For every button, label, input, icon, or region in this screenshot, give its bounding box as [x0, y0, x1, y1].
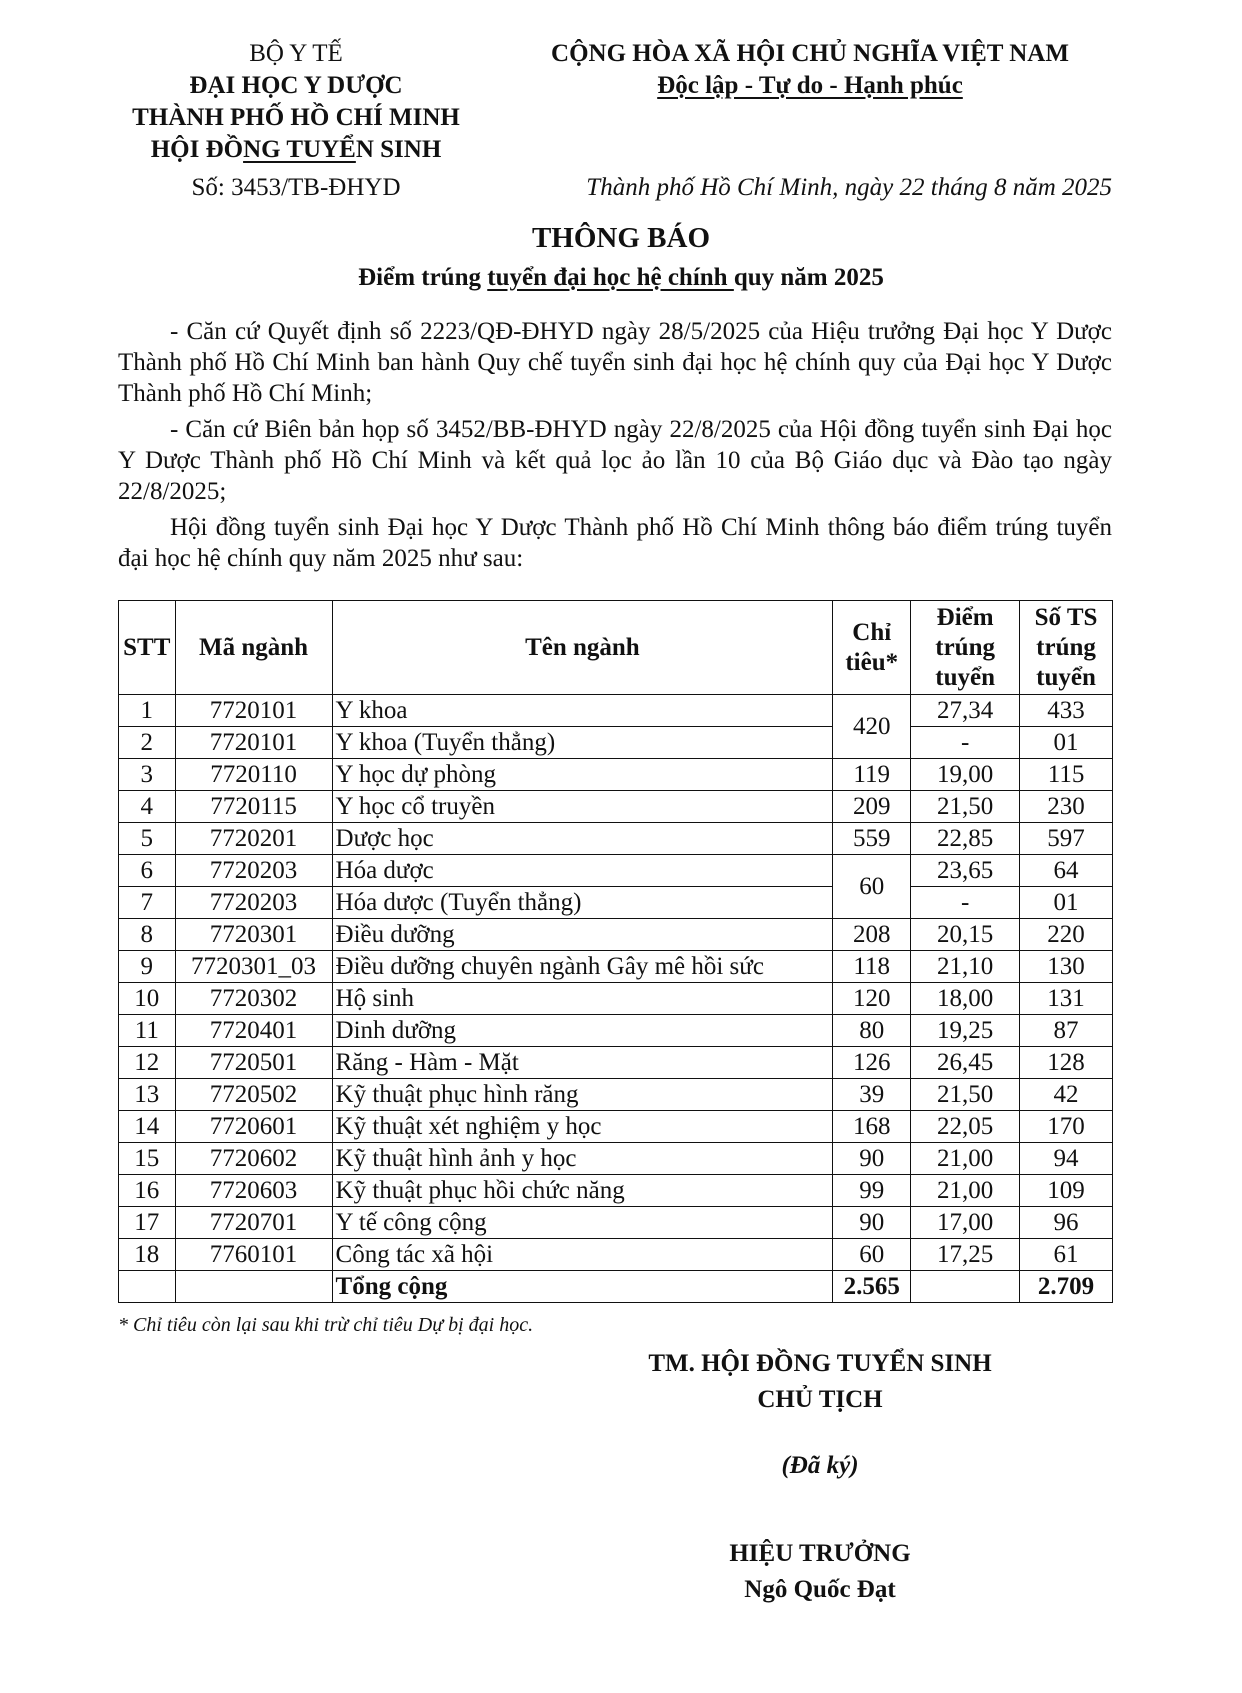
- ministry-name: BỘ Y TẾ: [249, 40, 343, 67]
- cell-admitted-count: 01: [1020, 887, 1113, 919]
- table-row: [119, 823, 1113, 855]
- cell-admitted-count: 61: [1020, 1239, 1113, 1271]
- header-admission-score: [911, 601, 1020, 695]
- cell-quota: 90: [833, 1207, 911, 1239]
- cell-admitted-count: 131: [1020, 983, 1113, 1015]
- cell-admission-score: 23,65: [911, 855, 1020, 887]
- council-name-part1: HỘI ĐỒ: [150, 136, 244, 163]
- paragraph-legal-basis-1: - Căn cứ Quyết định số 2223/QĐ-ĐHYD ngày 28/5/2025 của Hiệu trưởng Đại học Y Dược Thành phố Hồ Chí Minh ban hành Quy chế tuyển sinh đại học hệ chính quy của Đại học Y Dược Thành phố Hồ Chí Minh;: [118, 318, 1112, 407]
- cell-major-name: Dược học: [332, 823, 833, 855]
- cell-admission-score: 21,00: [911, 1175, 1020, 1207]
- cell-admission-score: 22,05: [911, 1111, 1020, 1143]
- subtitle-part3: quy năm 2025: [733, 264, 884, 291]
- header-quota-line1: Chỉ: [852, 618, 892, 646]
- paragraph-announcement: Hội đồng tuyển sinh Đại học Y Dược Thành phố Hồ Chí Minh thông báo điểm trúng tuyển đại học hệ chính quy năm 2025 như sau:: [118, 514, 1112, 572]
- cell-admitted-count: 94: [1020, 1143, 1113, 1175]
- table-row: [119, 983, 1113, 1015]
- cell-major-name: Răng - Hàm - Mặt: [332, 1047, 833, 1079]
- cell-major-name: Kỹ thuật phục hình răng: [332, 1079, 833, 1111]
- header-major-name: Tên ngành: [332, 601, 833, 695]
- cell-quota: 120: [833, 983, 911, 1015]
- university-name-line2: THÀNH PHỐ HỒ CHÍ MINH: [132, 104, 460, 131]
- cell-stt: 16: [119, 1175, 176, 1207]
- cell-admission-score: 19,00: [911, 759, 1020, 791]
- table-body: [119, 695, 1113, 1303]
- cell-stt: 15: [119, 1143, 176, 1175]
- cell-total-count: 2.709: [1020, 1271, 1113, 1303]
- signer-position: HIỆU TRƯỞNG: [729, 1540, 911, 1567]
- cell-admitted-count: 597: [1020, 823, 1113, 855]
- table-row: [119, 727, 1113, 759]
- table-row: [119, 1207, 1113, 1239]
- table-row: [119, 759, 1113, 791]
- table-row: [119, 919, 1113, 951]
- signature-on-behalf: TM. HỘI ĐỒNG TUYỂN SINH: [648, 1350, 992, 1377]
- cell-admission-score: 20,15: [911, 919, 1020, 951]
- signature-role: CHỦ TỊCH: [757, 1386, 883, 1413]
- cell-major-name: Điều dưỡng: [332, 919, 833, 951]
- cell-quota: 39: [833, 1079, 911, 1111]
- table-row: [119, 1239, 1113, 1271]
- cell-total-stt: [119, 1271, 176, 1303]
- cell-total-code: [175, 1271, 332, 1303]
- council-name-part2: NG TUYỂ: [243, 136, 356, 163]
- cell-admitted-count: 170: [1020, 1111, 1113, 1143]
- cell-quota: 208: [833, 919, 911, 951]
- cell-admitted-count: 64: [1020, 855, 1113, 887]
- cell-major-code: 7720110: [175, 759, 332, 791]
- cell-admitted-count: 87: [1020, 1015, 1113, 1047]
- header-score-line3: tuyển: [935, 663, 995, 691]
- cell-admitted-count: 433: [1020, 695, 1113, 727]
- cell-major-code: 7720101: [175, 695, 332, 727]
- cell-admission-score: 21,00: [911, 1143, 1020, 1175]
- cell-major-code: 7720203: [175, 887, 332, 919]
- cell-major-code: 7720203: [175, 855, 332, 887]
- cell-quota: 99: [833, 1175, 911, 1207]
- cell-major-code: 7720601: [175, 1111, 332, 1143]
- table-footnote: * Chỉ tiêu còn lại sau khi trừ chỉ tiêu Dự bị đại học.: [118, 1314, 534, 1336]
- signer-name: Ngô Quốc Đạt: [744, 1576, 896, 1603]
- subtitle-part1: Điểm trúng: [358, 264, 488, 291]
- cell-major-code: 7720101: [175, 727, 332, 759]
- cell-stt: 11: [119, 1015, 176, 1047]
- cell-major-code: 7720201: [175, 823, 332, 855]
- cell-quota: 90: [833, 1143, 911, 1175]
- table-row: [119, 1015, 1113, 1047]
- national-motto: [520, 70, 1100, 102]
- cell-stt: 8: [119, 919, 176, 951]
- cell-admission-score: 22,85: [911, 823, 1020, 855]
- table-header-row: [119, 601, 1113, 695]
- university-name-line1: ĐẠI HỌC Y DƯỢC: [189, 72, 403, 99]
- cell-quota: 126: [833, 1047, 911, 1079]
- cell-admitted-count: 230: [1020, 791, 1113, 823]
- table-row: [119, 1047, 1113, 1079]
- cell-major-name: Hóa dược (Tuyển thẳng): [332, 887, 833, 919]
- national-header: [520, 38, 1100, 102]
- document-date: Thành phố Hồ Chí Minh, ngày 22 tháng 8 năm 2025: [586, 174, 1112, 201]
- document-title: THÔNG BÁO: [531, 222, 711, 254]
- cell-quota: 80: [833, 1015, 911, 1047]
- cell-stt: 3: [119, 759, 176, 791]
- cell-admitted-count: 130: [1020, 951, 1113, 983]
- header-quota: [833, 601, 911, 695]
- header-quota-line2: tiêu*: [845, 648, 899, 676]
- header-stt: STT: [119, 601, 176, 695]
- table-total-row: [119, 1271, 1113, 1303]
- cell-admission-score: 19,25: [911, 1015, 1020, 1047]
- cell-total-quota: 2.565: [833, 1271, 911, 1303]
- cell-admission-score: 21,50: [911, 791, 1020, 823]
- header-admitted-count: [1020, 601, 1113, 695]
- cell-major-code: 7720302: [175, 983, 332, 1015]
- cell-major-name: Y khoa (Tuyển thẳng): [332, 727, 833, 759]
- motto-text: Độc lập - Tự do - Hạnh phúc: [657, 72, 963, 99]
- table-row: [119, 791, 1113, 823]
- table-row: [119, 1111, 1113, 1143]
- header-score-line2: trúng: [935, 633, 995, 661]
- cell-major-name: Hộ sinh: [332, 983, 833, 1015]
- cell-quota: 559: [833, 823, 911, 855]
- subtitle-part2: tuyển đại học hệ chính: [487, 264, 734, 291]
- republic-name: CỘNG HÒA XÃ HỘI CHỦ NGHĨA VIỆT NAM: [551, 40, 1069, 67]
- council-name-part3: N SINH: [355, 136, 442, 163]
- cell-admitted-count: 42: [1020, 1079, 1113, 1111]
- cell-major-code: 7720701: [175, 1207, 332, 1239]
- cell-admitted-count: 220: [1020, 919, 1113, 951]
- table-row: [119, 887, 1113, 919]
- header-score-line1: Điểm: [936, 603, 994, 631]
- signature-signed-note: (Đã ký): [781, 1452, 859, 1479]
- cell-total-label: Tổng cộng: [332, 1271, 833, 1303]
- table-row: [119, 951, 1113, 983]
- header-count-line1: Số TS: [1034, 603, 1098, 631]
- cell-admission-score: 17,00: [911, 1207, 1020, 1239]
- cell-major-code: 7720301_03: [175, 951, 332, 983]
- cell-admitted-count: 109: [1020, 1175, 1113, 1207]
- table-row: [119, 695, 1113, 727]
- cell-major-name: Điều dưỡng chuyên ngành Gây mê hồi sức: [332, 951, 833, 983]
- cell-admission-score: 17,25: [911, 1239, 1020, 1271]
- cell-major-code: 7720502: [175, 1079, 332, 1111]
- cell-stt: 17: [119, 1207, 176, 1239]
- cell-major-code: 7720401: [175, 1015, 332, 1047]
- cell-stt: 18: [119, 1239, 176, 1271]
- cell-admission-score: 27,34: [911, 695, 1020, 727]
- header-major-code: Mã ngành: [175, 601, 332, 695]
- cell-major-name: Y học dự phòng: [332, 759, 833, 791]
- council-name: [96, 134, 496, 166]
- cell-quota: 209: [833, 791, 911, 823]
- admission-score-table: [118, 600, 1113, 1303]
- cell-quota: 118: [833, 951, 911, 983]
- cell-quota: 119: [833, 759, 911, 791]
- issuer-block: [96, 38, 496, 166]
- cell-major-code: 7720501: [175, 1047, 332, 1079]
- cell-major-name: Y khoa: [332, 695, 833, 727]
- cell-major-code: 7720301: [175, 919, 332, 951]
- cell-admission-score: 21,10: [911, 951, 1020, 983]
- table-row: [119, 1175, 1113, 1207]
- cell-stt: 13: [119, 1079, 176, 1111]
- table-row: [119, 855, 1113, 887]
- cell-major-name: Y tế công cộng: [332, 1207, 833, 1239]
- cell-quota: 168: [833, 1111, 911, 1143]
- paragraph-legal-basis-2: - Căn cứ Biên bản họp số 3452/BB-ĐHYD ngày 22/8/2025 của Hội đồng tuyển sinh Đại học Y Dược Thành phố Hồ Chí Minh và kết quả lọc ảo lần 10 của Bộ Giáo dục và Đào tạo ngày 22/8/2025;: [118, 416, 1112, 505]
- cell-major-name: Dinh dưỡng: [332, 1015, 833, 1047]
- cell-major-name: Kỹ thuật xét nghiệm y học: [332, 1111, 833, 1143]
- cell-admitted-count: 115: [1020, 759, 1113, 791]
- cell-major-code: 7720603: [175, 1175, 332, 1207]
- header-count-line3: tuyển: [1036, 663, 1096, 691]
- cell-stt: 9: [119, 951, 176, 983]
- cell-major-name: Y học cổ truyền: [332, 791, 833, 823]
- cell-admitted-count: 01: [1020, 727, 1113, 759]
- cell-quota: 420: [833, 695, 911, 759]
- cell-quota: 60: [833, 855, 911, 919]
- cell-stt: 1: [119, 695, 176, 727]
- cell-major-code: 7720602: [175, 1143, 332, 1175]
- cell-stt: 4: [119, 791, 176, 823]
- cell-quota: 60: [833, 1239, 911, 1271]
- cell-major-code: 7720115: [175, 791, 332, 823]
- body-paragraphs: [118, 316, 1112, 579]
- cell-major-code: 7760101: [175, 1239, 332, 1271]
- cell-stt: 7: [119, 887, 176, 919]
- cell-admission-score: 26,45: [911, 1047, 1020, 1079]
- cell-admission-score: 21,50: [911, 1079, 1020, 1111]
- cell-stt: 10: [119, 983, 176, 1015]
- header-count-line2: trúng: [1036, 633, 1096, 661]
- cell-stt: 5: [119, 823, 176, 855]
- cell-admission-score: -: [911, 887, 1020, 919]
- document-number: Số: 3453/TB-ĐHYD: [191, 174, 401, 201]
- cell-major-name: Hóa dược: [332, 855, 833, 887]
- cell-major-name: Công tác xã hội: [332, 1239, 833, 1271]
- cell-admission-score: -: [911, 727, 1020, 759]
- cell-admitted-count: 128: [1020, 1047, 1113, 1079]
- cell-admitted-count: 96: [1020, 1207, 1113, 1239]
- cell-stt: 12: [119, 1047, 176, 1079]
- document-subtitle: [0, 264, 1242, 292]
- cell-stt: 6: [119, 855, 176, 887]
- cell-admission-score: 18,00: [911, 983, 1020, 1015]
- table-row: [119, 1079, 1113, 1111]
- cell-stt: 14: [119, 1111, 176, 1143]
- cell-major-name: Kỹ thuật hình ảnh y học: [332, 1143, 833, 1175]
- cell-major-name: Kỹ thuật phục hồi chức năng: [332, 1175, 833, 1207]
- table-row: [119, 1143, 1113, 1175]
- cell-total-score: [911, 1271, 1020, 1303]
- cell-stt: 2: [119, 727, 176, 759]
